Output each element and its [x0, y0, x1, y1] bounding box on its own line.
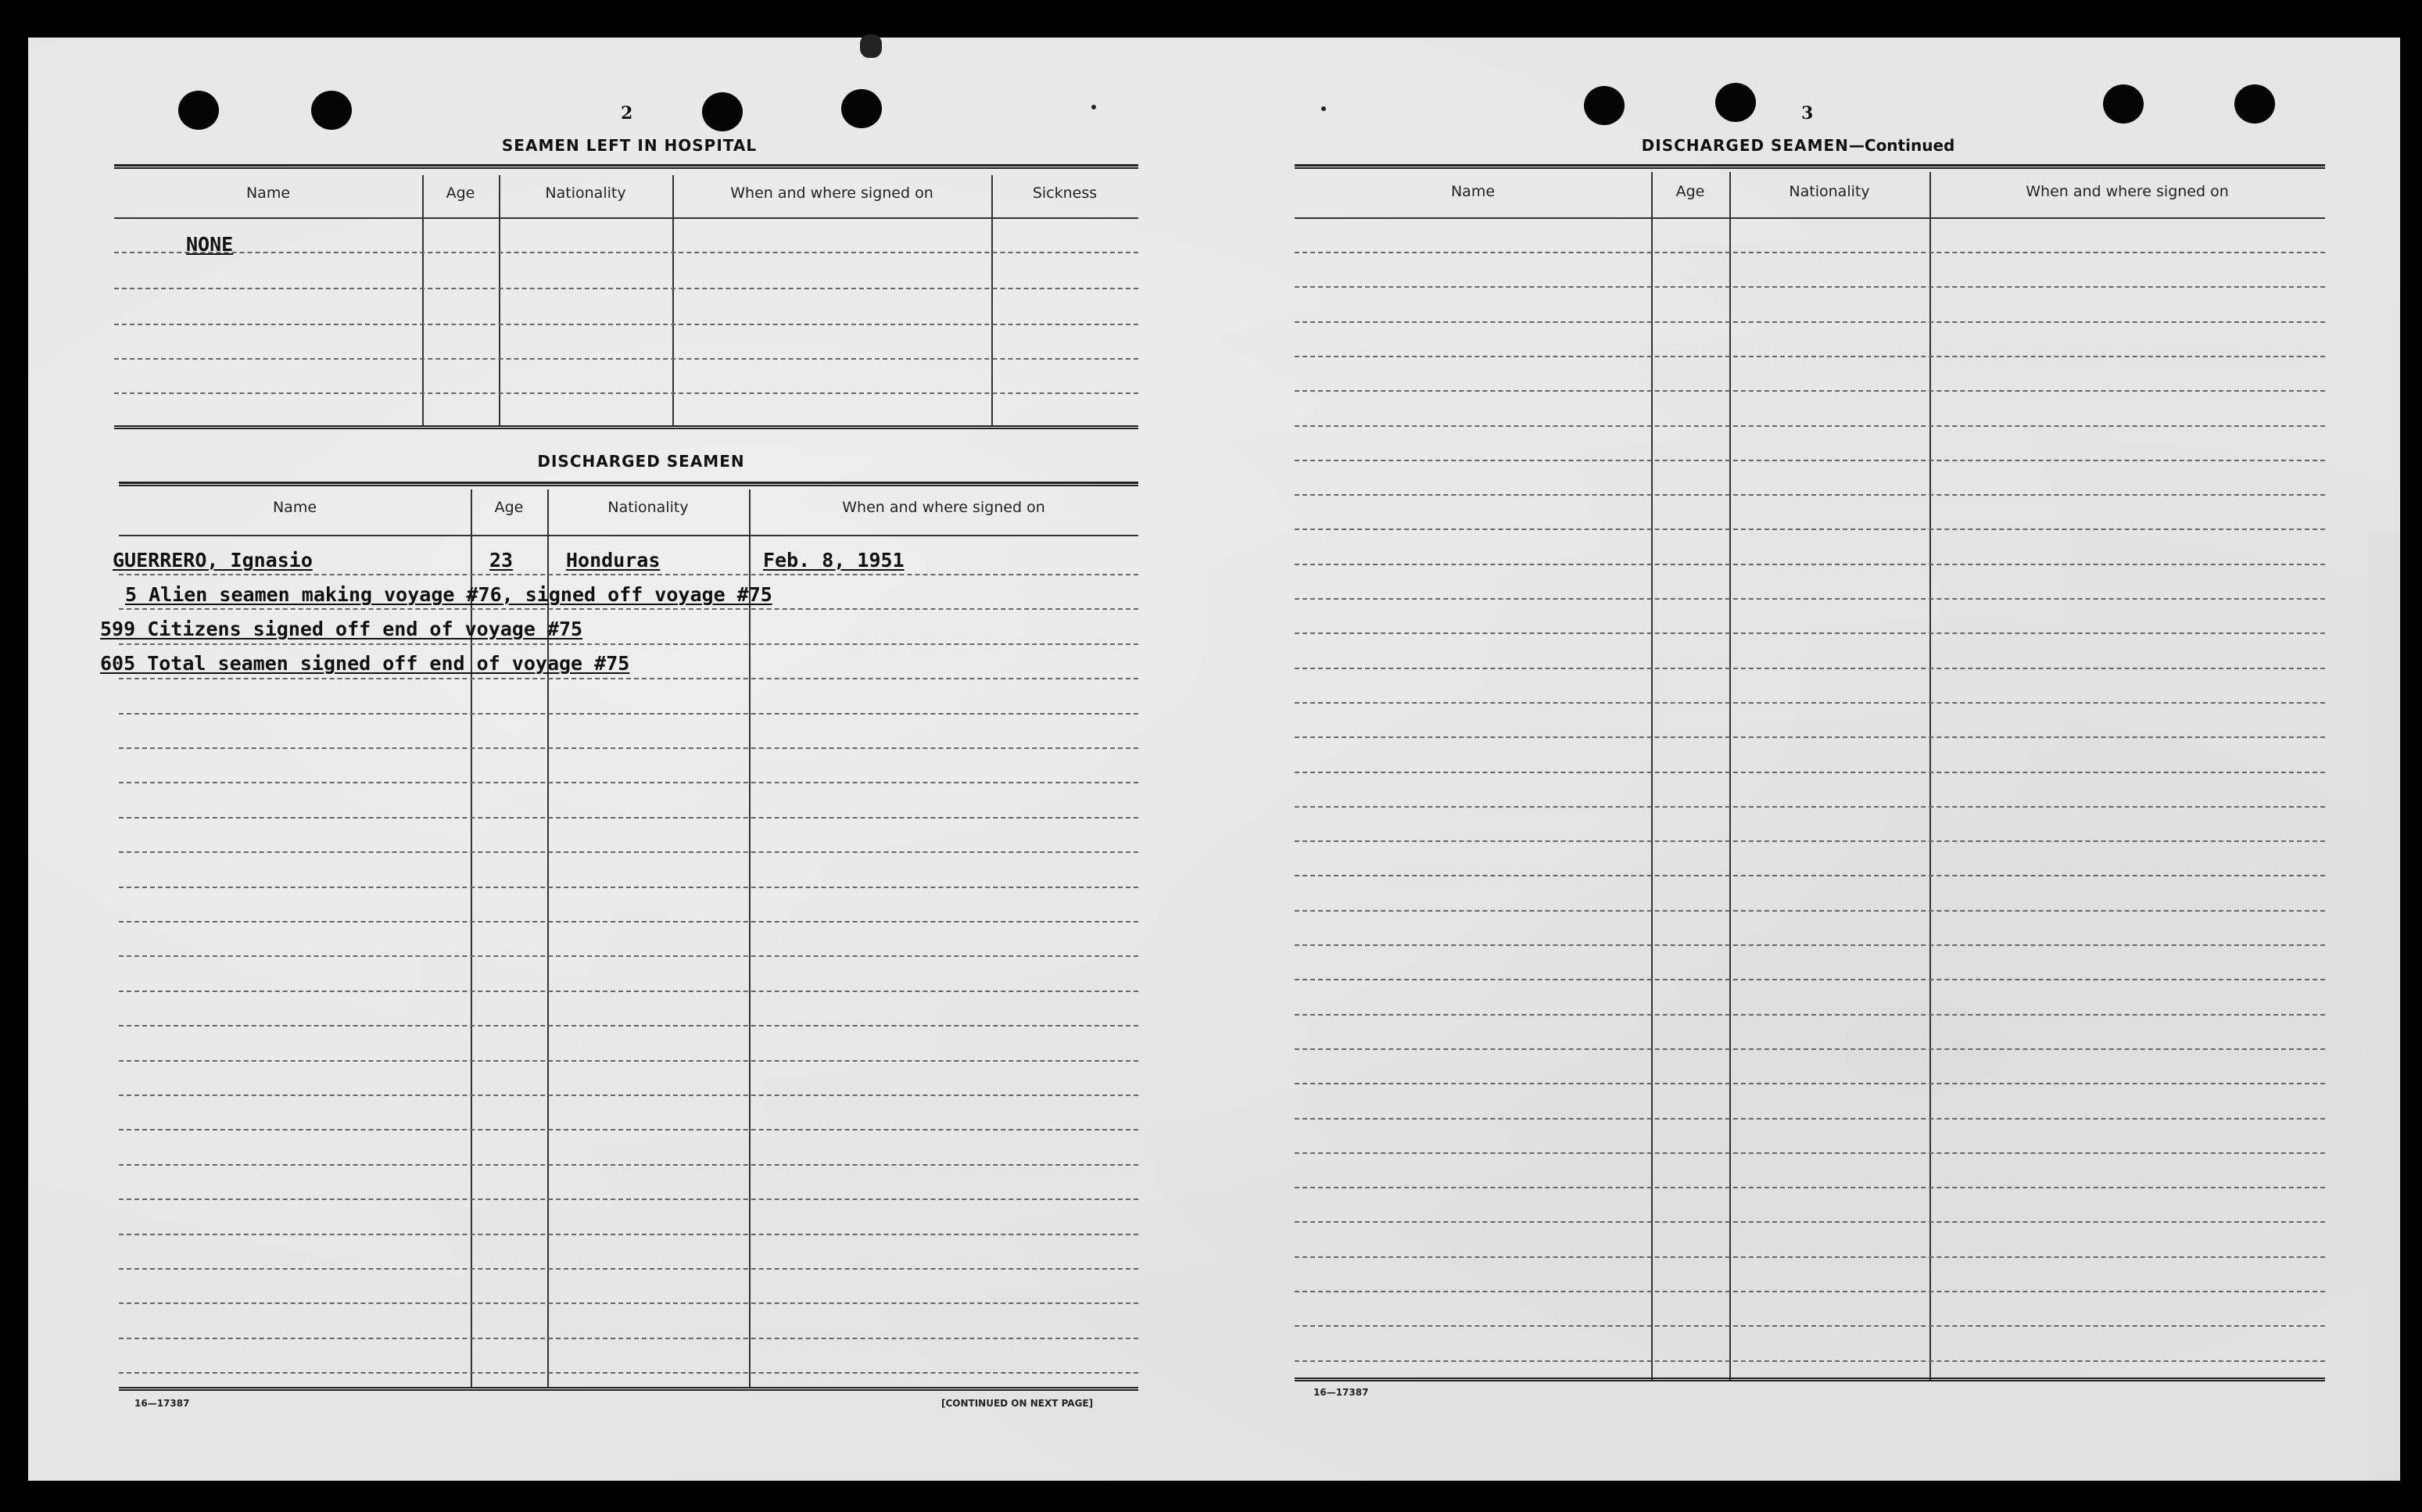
- column-header-age: Age: [494, 499, 524, 516]
- ruling-line: [1295, 1152, 2325, 1154]
- ruling-line: [1295, 668, 2325, 669]
- ruling-line: [119, 1025, 1138, 1027]
- column-header-nationality: Nationality: [1789, 183, 1870, 200]
- punch-hole-icon: [841, 89, 882, 128]
- column-header-name: Name: [1450, 183, 1496, 200]
- ruling-line: [1295, 460, 2325, 461]
- continued-note: [CONTINUED ON NEXT PAGE]: [941, 1398, 1094, 1409]
- column-header-nationality: Nationality: [607, 499, 689, 516]
- column-header-signed-on: When and where signed on: [2026, 183, 2229, 200]
- ruling-line: [119, 921, 1138, 923]
- ruling-line: [119, 782, 1138, 783]
- ruling-line: [1295, 1083, 2325, 1084]
- page-number: 2: [621, 103, 633, 124]
- ruling-line: [1295, 772, 2325, 773]
- ink-speck: [1321, 106, 1326, 111]
- discharged-continued-table: [1295, 164, 2325, 1384]
- ruling-line: [1295, 252, 2325, 253]
- ruling-line: [119, 1302, 1138, 1304]
- column-header-sickness: Sickness: [1032, 185, 1098, 202]
- column-header-age: Age: [1675, 183, 1705, 200]
- ruling-line: [1295, 1325, 2325, 1327]
- form-number: 16—17387: [134, 1398, 190, 1409]
- hospital-table: [114, 164, 1138, 432]
- seaman-age: 23: [489, 549, 514, 571]
- ruling-line: [1295, 840, 2325, 842]
- column-header-signed-on: When and where signed on: [842, 499, 1045, 516]
- punch-hole-icon: [2234, 84, 2275, 124]
- ruling-line: [1295, 806, 2325, 808]
- form-number: 16—17387: [1313, 1387, 1369, 1398]
- ruling-line: [119, 991, 1138, 992]
- column-header-signed-on: When and where signed on: [730, 185, 933, 202]
- ruling-line: [1295, 632, 2325, 634]
- ruling-line: [1295, 286, 2325, 288]
- paper-fold: [2369, 532, 2400, 1481]
- title-suffix: —Continued: [1848, 136, 1955, 155]
- ruling-line: [119, 1164, 1138, 1166]
- ruling-line: [119, 608, 1138, 610]
- punch-hole-icon: [311, 91, 352, 130]
- ruling-line: [1295, 1187, 2325, 1188]
- ruling-line: [119, 1198, 1138, 1200]
- ruling-line: [119, 1268, 1138, 1270]
- punch-hole-icon: [1715, 83, 1756, 122]
- ruling-line: [1295, 736, 2325, 738]
- column-header-name: Name: [272, 499, 317, 516]
- ruling-line: [1295, 598, 2325, 600]
- ruling-line: [119, 643, 1138, 645]
- summary-note-alien: 5 Alien seamen making voyage #76, signed off voyage #75: [125, 583, 772, 606]
- ruling-line: [1295, 1221, 2325, 1223]
- ruling-line: [1295, 1118, 2325, 1120]
- ruling-line: [1295, 944, 2325, 946]
- column-header-age: Age: [446, 185, 475, 202]
- ruling-line: [1295, 1048, 2325, 1050]
- seaman-nationality: Honduras: [566, 549, 661, 571]
- punch-hole-icon: [702, 92, 743, 131]
- ruling-line: [1295, 1360, 2325, 1362]
- ruling-line: [1295, 702, 2325, 704]
- ruling-line: [1295, 494, 2325, 496]
- ruling-line: [1295, 390, 2325, 392]
- ruling-line: [119, 1338, 1138, 1339]
- ruling-line: [1295, 979, 2325, 980]
- ruling-line: [1295, 910, 2325, 912]
- ink-speck: [1091, 105, 1096, 109]
- discharged-continued-title: [1579, 136, 2017, 155]
- ruling-line: [119, 574, 1138, 575]
- summary-note-citizens: 599 Citizens signed off end of voyage #75: [100, 618, 583, 640]
- hospital-section-title: SEAMEN LEFT IN HOSPITAL: [501, 136, 758, 155]
- ruling-line: [119, 955, 1138, 957]
- hospital-entry: NONE: [186, 233, 234, 256]
- ink-smudge: [860, 34, 882, 58]
- ruling-line: [1295, 321, 2325, 323]
- column-header-name: Name: [245, 185, 291, 202]
- ruling-line: [119, 1372, 1138, 1374]
- discharged-section-title: DISCHARGED SEAMEN: [537, 452, 745, 471]
- ruling-line: [119, 887, 1138, 888]
- punch-hole-icon: [1584, 86, 1625, 125]
- ruling-line: [119, 817, 1138, 819]
- ruling-line: [119, 1060, 1138, 1062]
- seaman-signed-on: Feb. 8, 1951: [763, 549, 905, 571]
- ruling-line: [1295, 528, 2325, 530]
- ruling-line: [1295, 356, 2325, 357]
- ruling-line: [1295, 564, 2325, 565]
- ruling-line: [119, 678, 1138, 679]
- column-header-nationality: Nationality: [545, 185, 626, 202]
- ruling-line: [119, 1095, 1138, 1096]
- ruling-line: [1295, 1014, 2325, 1016]
- ruling-line: [119, 1129, 1138, 1130]
- punch-hole-icon: [178, 91, 219, 130]
- ruling-line: [119, 1234, 1138, 1235]
- ruling-line: [1295, 1291, 2325, 1292]
- ruling-line: [119, 851, 1138, 853]
- summary-note-total: 605 Total seamen signed off end of voyage #75: [100, 652, 630, 675]
- ruling-line: [1295, 425, 2325, 427]
- title-main: DISCHARGED SEAMEN: [1641, 136, 1849, 155]
- ruling-line: [119, 747, 1138, 749]
- punch-hole-icon: [2103, 84, 2144, 124]
- seaman-name: GUERRERO, Ignasio: [113, 549, 313, 571]
- ruling-line: [119, 713, 1138, 715]
- ruling-line: [1295, 875, 2325, 876]
- ruling-line: [1295, 1256, 2325, 1258]
- page-number: 3: [1801, 103, 1814, 124]
